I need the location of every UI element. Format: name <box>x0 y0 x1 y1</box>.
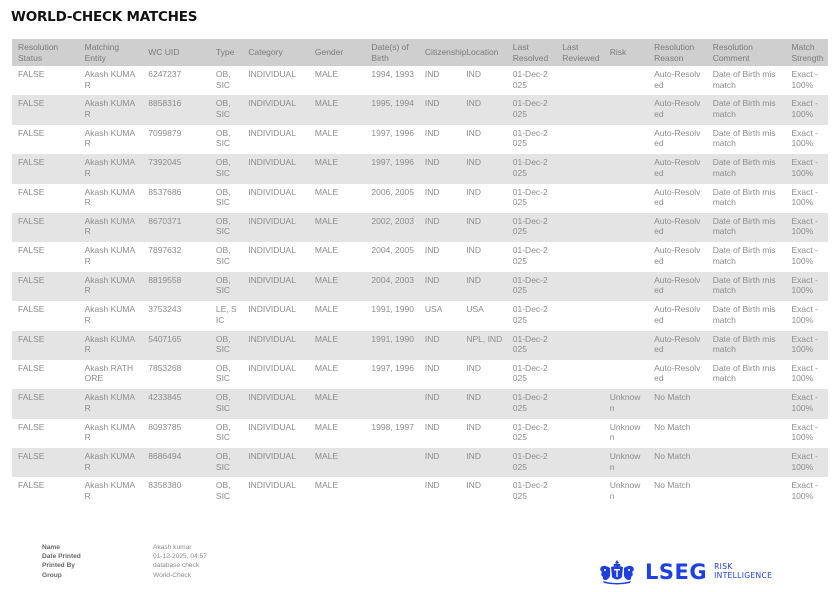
cell-risk <box>604 95 648 124</box>
column-header-location: Location <box>466 47 499 58</box>
table-row <box>12 66 828 95</box>
cell-last-reviewed <box>556 331 603 360</box>
cell-type: OB, SIC <box>215 245 231 266</box>
column-header-type: Type <box>215 47 235 58</box>
cell-last-resolved: 01-Dec-2025 <box>512 245 548 266</box>
cell-dob: 1997, 1996 <box>371 157 414 168</box>
name-label: Name <box>42 544 60 551</box>
table-row <box>12 184 828 213</box>
cell-type: OB, SIC <box>215 69 231 90</box>
cell-last-reviewed <box>556 213 603 242</box>
cell-comment: Date of Birth mismatch <box>712 98 776 119</box>
cell-entity: Akash KUMAR <box>84 304 136 325</box>
cell-citizenship: IND <box>424 274 440 285</box>
cell-entity: Akash KUMAR <box>84 392 136 413</box>
cell-strength: Exact - 100% <box>791 186 818 208</box>
cell-last-resolved: 01-Dec-2025 <box>512 421 548 443</box>
lseg-crest-icon <box>597 558 637 585</box>
cell-dob <box>365 448 419 477</box>
cell-last-resolved: 01-Dec-2025 <box>512 127 548 149</box>
cell-type: LE, SIC <box>215 304 237 325</box>
cell-uid: 8686494 <box>148 451 182 462</box>
cell-last-reviewed <box>556 184 603 213</box>
cell-comment: Date of Birth mismatch <box>712 69 776 90</box>
cell-category: INDIVIDUAL <box>248 333 296 344</box>
cell-citizenship: IND <box>424 392 440 403</box>
cell-strength: Exact - 100% <box>791 451 818 472</box>
print-metadata <box>42 543 207 580</box>
cell-entity: Akash KUMAR <box>84 186 136 208</box>
cell-risk: Unknown <box>609 451 641 472</box>
cell-uid: 7853268 <box>148 362 182 373</box>
cell-dob: 1991, 1990 <box>371 333 414 344</box>
cell-status: FALSE <box>18 186 45 197</box>
cell-citizenship: IND <box>424 333 440 344</box>
cell-reason: No Match <box>654 392 691 403</box>
cell-reason: No Match <box>654 451 691 462</box>
cell-strength: Exact - 100% <box>791 421 818 443</box>
cell-location: IND <box>466 127 481 138</box>
cell-type: OB, SIC <box>215 392 231 413</box>
column-header-reason: Resolution Reason <box>654 42 695 63</box>
cell-risk: Unknown <box>609 392 641 413</box>
cell-citizenship: IND <box>424 127 440 138</box>
cell-uid: 8670371 <box>148 215 182 226</box>
cell-dob: 2002, 2003 <box>371 215 414 226</box>
cell-category: INDIVIDUAL <box>248 362 296 373</box>
cell-gender: MALE <box>314 98 339 109</box>
table-row <box>12 242 828 271</box>
cell-dob <box>365 477 419 506</box>
cell-type: OB, SIC <box>215 274 231 296</box>
cell-strength: Exact - 100% <box>791 304 818 325</box>
cell-location: IND <box>466 451 481 462</box>
lseg-tagline <box>714 563 772 581</box>
printed-by-value: database check <box>153 562 200 570</box>
cell-location: IND <box>466 362 481 373</box>
cell-dob: 2006, 2005 <box>371 186 414 197</box>
cell-type: OB, SIC <box>215 333 231 355</box>
cell-reason: No Match <box>654 421 691 432</box>
cell-comment: Date of Birth mismatch <box>712 304 776 325</box>
cell-gender: MALE <box>314 157 339 168</box>
column-header-dob: Date(s) of Birth <box>371 42 409 63</box>
cell-comment <box>707 389 786 418</box>
cell-comment: Date of Birth mismatch <box>712 186 776 208</box>
cell-strength: Exact - 100% <box>791 392 818 413</box>
table-row <box>12 331 828 360</box>
cell-type: OB, SIC <box>215 98 231 119</box>
cell-citizenship: USA <box>424 304 443 315</box>
cell-comment: Date of Birth mismatch <box>712 157 776 178</box>
table-row <box>12 419 828 448</box>
cell-strength: Exact - 100% <box>791 98 818 119</box>
cell-location: NPL, IND <box>466 333 503 344</box>
cell-citizenship: IND <box>424 362 440 373</box>
column-header-risk: Risk <box>609 47 627 58</box>
cell-type: OB, SIC <box>215 480 231 501</box>
cell-last-reviewed <box>556 66 603 95</box>
cell-gender: MALE <box>314 274 339 285</box>
cell-last-resolved: 01-Dec-2025 <box>512 451 548 472</box>
cell-status: FALSE <box>18 451 45 462</box>
cell-status: FALSE <box>18 333 45 344</box>
cell-entity: Akash KUMAR <box>84 69 136 90</box>
page-title: WORLD-CHECK MATCHES <box>11 9 198 25</box>
lseg-logo <box>597 558 772 585</box>
cell-last-reviewed <box>556 477 603 506</box>
table-row <box>12 154 828 183</box>
cell-gender: MALE <box>314 245 339 256</box>
cell-category: INDIVIDUAL <box>248 98 296 109</box>
cell-gender: MALE <box>314 215 339 226</box>
cell-entity: Akash KUMAR <box>84 421 136 443</box>
cell-gender: MALE <box>314 362 339 373</box>
column-header-last-resolved: Last Resolved <box>512 42 549 63</box>
cell-dob: 1997, 1996 <box>371 362 414 373</box>
cell-uid: 7099879 <box>148 127 182 138</box>
cell-dob: 1995, 1994 <box>371 98 414 109</box>
cell-last-resolved: 01-Dec-2025 <box>512 392 548 413</box>
cell-entity: Akash KUMAR <box>84 274 136 296</box>
table-row <box>12 389 828 418</box>
cell-status: FALSE <box>18 157 45 168</box>
date-printed-value: 01-12-2025, 04:57 <box>153 553 207 561</box>
cell-dob: 1994, 1993 <box>371 69 414 79</box>
cell-reason: No Match <box>654 480 691 491</box>
header-row <box>12 39 828 66</box>
column-header-last-reviewed: Last Reviewed <box>562 42 600 63</box>
cell-comment: Date of Birth mismatch <box>712 215 776 237</box>
cell-category: INDIVIDUAL <box>248 274 296 285</box>
cell-category: INDIVIDUAL <box>248 127 296 138</box>
group-value: World-Check <box>153 571 191 579</box>
cell-citizenship: IND <box>424 451 440 462</box>
cell-reason: Auto-Resolved <box>654 362 701 384</box>
cell-uid: 8093785 <box>148 421 182 432</box>
cell-entity: Akash KUMAR <box>84 98 136 119</box>
column-header-status: Resolution Status <box>18 42 59 63</box>
cell-comment: Date of Birth mismatch <box>712 362 776 384</box>
cell-last-reviewed <box>556 272 603 301</box>
lseg-wordmark: LSEG <box>645 559 708 584</box>
cell-category: INDIVIDUAL <box>248 245 296 256</box>
cell-risk <box>604 242 648 271</box>
cell-reason: Auto-Resolved <box>654 69 701 90</box>
cell-risk <box>604 360 648 389</box>
cell-category: INDIVIDUAL <box>248 304 296 315</box>
cell-last-reviewed <box>556 242 603 271</box>
cell-risk: Unknown <box>609 480 641 501</box>
table-row <box>12 448 828 477</box>
cell-dob: 1991, 1990 <box>371 304 414 315</box>
cell-gender: MALE <box>314 304 339 315</box>
cell-entity: Akash RATHORE <box>84 362 134 384</box>
cell-strength: Exact - 100% <box>791 333 818 355</box>
cell-last-reviewed <box>556 154 603 183</box>
cell-last-resolved: 01-Dec-2025 <box>512 215 548 237</box>
cell-location: IND <box>466 157 481 168</box>
cell-category: INDIVIDUAL <box>248 215 296 226</box>
cell-strength: Exact - 100% <box>791 274 818 296</box>
cell-last-reviewed <box>556 419 603 448</box>
cell-gender: MALE <box>314 392 339 403</box>
cell-gender: MALE <box>314 69 339 79</box>
cell-reason: Auto-Resolved <box>654 333 701 355</box>
cell-category: INDIVIDUAL <box>248 421 296 432</box>
cell-type: OB, SIC <box>215 157 231 178</box>
cell-type: OB, SIC <box>215 421 231 443</box>
cell-gender: MALE <box>314 186 339 197</box>
cell-last-reviewed <box>556 125 603 154</box>
cell-gender: MALE <box>314 333 339 344</box>
cell-risk <box>604 213 648 242</box>
cell-category: INDIVIDUAL <box>248 480 296 491</box>
cell-status: FALSE <box>18 69 45 79</box>
cell-gender: MALE <box>314 421 339 432</box>
cell-comment <box>707 477 786 506</box>
cell-entity: Akash KUMAR <box>84 451 136 472</box>
table-row <box>12 301 828 330</box>
cell-comment: Date of Birth mismatch <box>712 274 776 296</box>
cell-uid: 7897632 <box>148 245 182 256</box>
tagline-line-1: RISK <box>714 561 733 571</box>
table-row <box>12 213 828 242</box>
column-header-strength: Match Strength <box>791 42 824 63</box>
column-header-gender: Gender <box>314 47 344 58</box>
cell-citizenship: IND <box>424 98 440 109</box>
cell-last-reviewed <box>556 301 603 330</box>
printed-by-label: Printed By <box>42 562 75 570</box>
cell-citizenship: IND <box>424 215 440 226</box>
cell-risk <box>604 125 648 154</box>
cell-reason: Auto-Resolved <box>654 245 701 266</box>
cell-comment: Date of Birth mismatch <box>712 127 776 149</box>
cell-reason: Auto-Resolved <box>654 304 701 325</box>
cell-risk: Unknown <box>609 421 641 443</box>
cell-category: INDIVIDUAL <box>248 392 296 403</box>
cell-comment: Date of Birth mismatch <box>712 333 776 355</box>
cell-dob: 2004, 2005 <box>371 245 414 256</box>
cell-uid: 8358380 <box>148 480 182 491</box>
cell-uid: 6247237 <box>148 69 182 79</box>
cell-entity: Akash KUMAR <box>84 333 136 355</box>
cell-reason: Auto-Resolved <box>654 274 701 296</box>
cell-type: OB, SIC <box>215 215 231 237</box>
cell-last-reviewed <box>556 389 603 418</box>
cell-risk <box>604 66 648 95</box>
cell-last-reviewed <box>556 360 603 389</box>
cell-uid: 7392045 <box>148 157 182 168</box>
cell-comment <box>707 419 786 448</box>
cell-type: OB, SIC <box>215 451 231 472</box>
cell-status: FALSE <box>18 392 45 403</box>
cell-entity: Akash KUMAR <box>84 127 136 149</box>
cell-type: OB, SIC <box>215 186 231 208</box>
cell-location: IND <box>466 392 481 403</box>
cell-uid: 8819558 <box>148 274 182 285</box>
cell-category: INDIVIDUAL <box>248 451 296 462</box>
cell-gender: MALE <box>314 480 339 491</box>
cell-status: FALSE <box>18 245 45 256</box>
table-row <box>12 95 828 124</box>
column-header-citizenship: Citizenship <box>424 47 467 58</box>
cell-reason: Auto-Resolved <box>654 127 701 149</box>
cell-citizenship: IND <box>424 157 440 168</box>
cell-strength: Exact - 100% <box>791 215 818 237</box>
date-printed-label: Date Printed <box>42 553 81 561</box>
cell-strength: Exact - 100% <box>791 127 818 149</box>
column-header-entity: Matching Entity <box>84 42 120 63</box>
cell-location: IND <box>466 480 481 491</box>
cell-reason: Auto-Resolved <box>654 186 701 208</box>
cell-status: FALSE <box>18 421 45 432</box>
world-check-matches-table <box>12 39 828 507</box>
cell-status: FALSE <box>18 362 45 373</box>
cell-location: IND <box>466 186 481 197</box>
cell-type: OB, SIC <box>215 127 231 149</box>
cell-citizenship: IND <box>424 421 440 432</box>
table-row <box>12 125 828 154</box>
cell-last-resolved: 01-Dec-2025 <box>512 362 548 384</box>
cell-uid: 3753243 <box>148 304 182 315</box>
cell-category: INDIVIDUAL <box>248 69 296 79</box>
cell-category: INDIVIDUAL <box>248 186 296 197</box>
cell-last-resolved: 01-Dec-2025 <box>512 98 548 119</box>
cell-strength: Exact - 100% <box>791 69 818 90</box>
cell-gender: MALE <box>314 127 339 138</box>
cell-comment: Date of Birth mismatch <box>712 245 776 266</box>
cell-dob <box>365 389 419 418</box>
table-header <box>12 39 828 66</box>
cell-citizenship: IND <box>424 480 440 491</box>
cell-risk <box>604 184 648 213</box>
cell-strength: Exact - 100% <box>791 157 818 178</box>
cell-reason: Auto-Resolved <box>654 157 701 178</box>
cell-uid: 5407165 <box>148 333 182 344</box>
column-header-category: Category <box>248 47 283 58</box>
cell-location: IND <box>466 215 481 226</box>
cell-risk <box>604 301 648 330</box>
cell-gender: MALE <box>314 451 339 462</box>
cell-location: USA <box>466 304 484 315</box>
column-header-uid: WC UID <box>148 47 180 58</box>
cell-location: IND <box>466 421 481 432</box>
cell-category: INDIVIDUAL <box>248 157 296 168</box>
cell-risk <box>604 331 648 360</box>
cell-entity: Akash KUMAR <box>84 215 136 237</box>
table-row <box>12 477 828 506</box>
cell-dob: 1997, 1996 <box>371 127 414 138</box>
cell-location: IND <box>466 274 481 285</box>
cell-status: FALSE <box>18 127 45 138</box>
cell-type: OB, SIC <box>215 362 231 384</box>
table-row <box>12 272 828 301</box>
cell-last-resolved: 01-Dec-2025 <box>512 69 548 90</box>
cell-last-resolved: 01-Dec-2025 <box>512 333 548 355</box>
cell-last-resolved: 01-Dec-2025 <box>512 274 548 296</box>
cell-entity: Akash KUMAR <box>84 157 136 178</box>
cell-entity: Akash KUMAR <box>84 245 136 266</box>
cell-risk <box>604 272 648 301</box>
table-body <box>12 66 828 507</box>
cell-reason: Auto-Resolved <box>654 215 701 237</box>
cell-risk <box>604 154 648 183</box>
cell-uid: 8858316 <box>148 98 182 109</box>
cell-uid: 4233845 <box>148 392 182 403</box>
cell-status: FALSE <box>18 304 45 315</box>
cell-entity: Akash KUMAR <box>84 480 136 501</box>
cell-last-resolved: 01-Dec-2025 <box>512 304 548 325</box>
name-value: Akash kumar <box>153 544 192 551</box>
cell-location: IND <box>466 245 481 256</box>
cell-uid: 8537686 <box>148 186 182 197</box>
cell-status: FALSE <box>18 480 45 491</box>
table-row <box>12 360 828 389</box>
cell-location: IND <box>466 69 481 79</box>
cell-last-reviewed <box>556 95 603 124</box>
cell-status: FALSE <box>18 98 45 109</box>
column-header-comment: Resolution Comment <box>712 42 753 63</box>
cell-strength: Exact - 100% <box>791 245 818 266</box>
cell-dob: 1998, 1997 <box>371 421 414 432</box>
cell-last-resolved: 01-Dec-2025 <box>512 480 548 501</box>
cell-comment <box>707 448 786 477</box>
group-label: Group <box>42 571 62 579</box>
cell-last-resolved: 01-Dec-2025 <box>512 157 548 178</box>
cell-citizenship: IND <box>424 245 440 256</box>
cell-strength: Exact - 100% <box>791 362 818 384</box>
cell-status: FALSE <box>18 215 45 226</box>
cell-last-resolved: 01-Dec-2025 <box>512 186 548 208</box>
cell-citizenship: IND <box>424 69 440 79</box>
cell-last-reviewed <box>556 448 603 477</box>
cell-location: IND <box>466 98 481 109</box>
cell-dob: 2004, 2003 <box>371 274 414 285</box>
cell-reason: Auto-Resolved <box>654 98 701 119</box>
cell-strength: Exact - 100% <box>791 480 818 501</box>
tagline-line-2: INTELLIGENCE <box>714 570 773 580</box>
cell-citizenship: IND <box>424 186 440 197</box>
cell-status: FALSE <box>18 274 45 285</box>
